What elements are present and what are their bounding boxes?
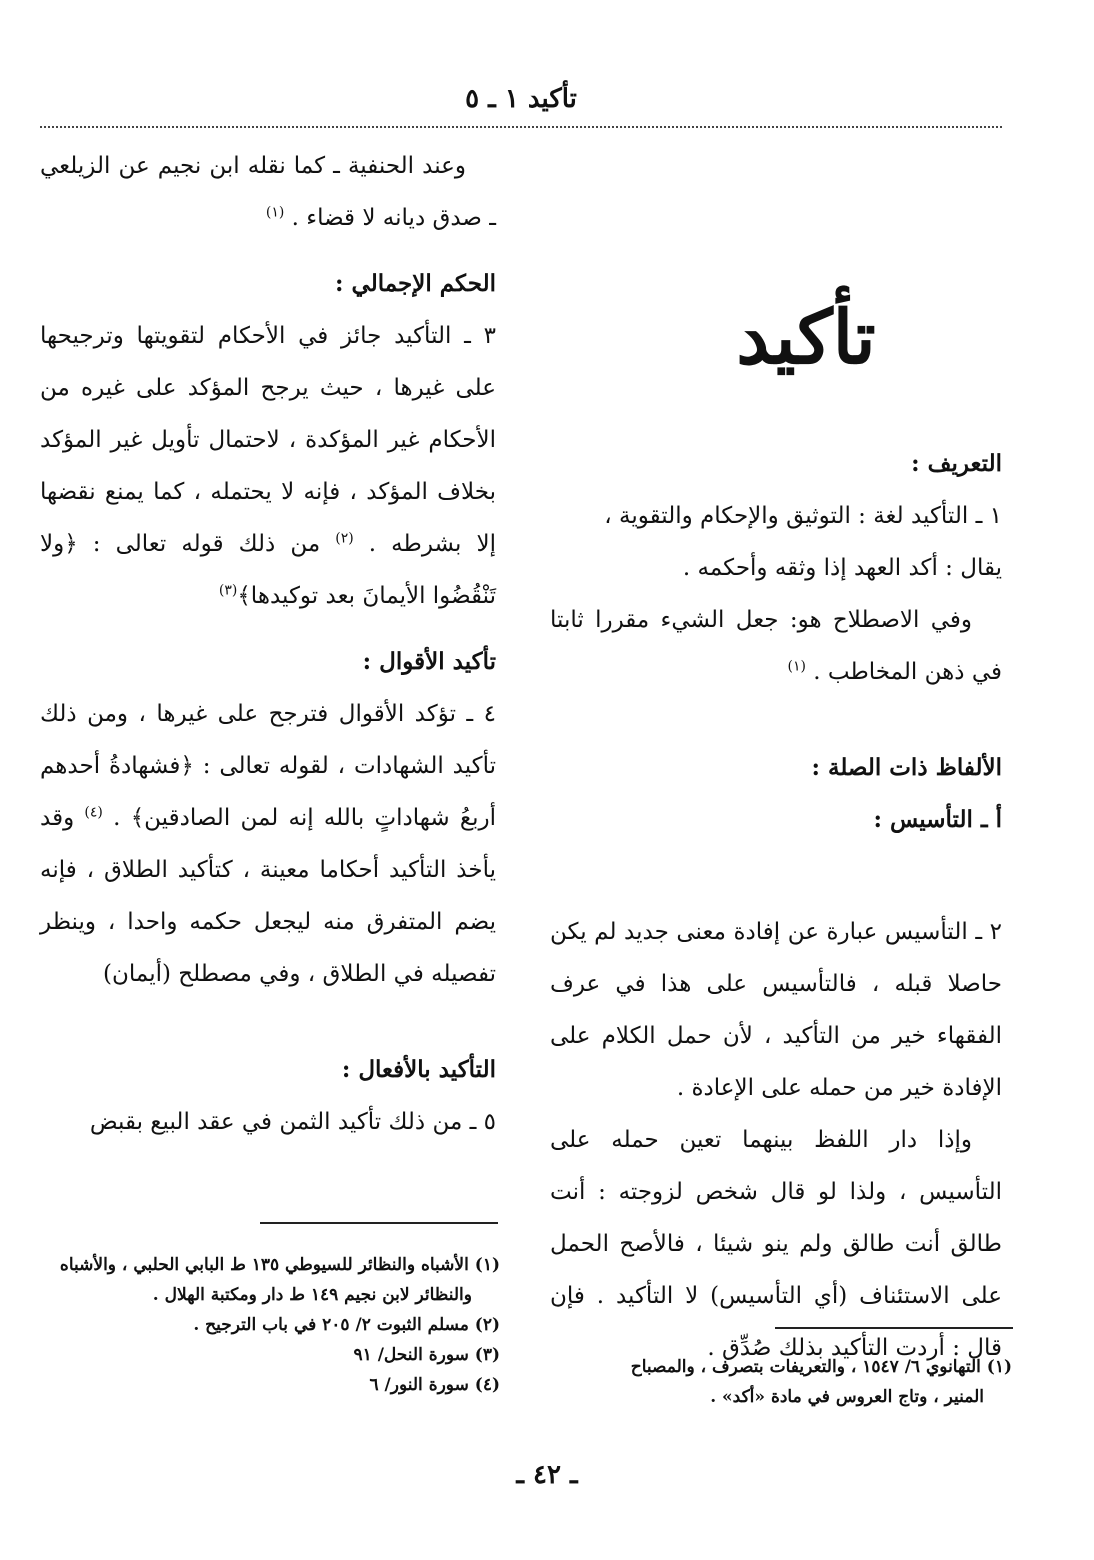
acts-heading: التأكيد بالأفعال :	[341, 1056, 496, 1083]
spacer	[550, 846, 1002, 906]
footnote-ref: (٢)	[335, 530, 354, 547]
general-ruling-verse: من ذلك قوله تعالى : ﴿ولا تَنْقُضُوا الأيمانَ بعد توكيدها﴾	[40, 531, 496, 609]
sayings-text: ٤ ـ تؤكد الأقوال فترجح على غيرها ، ومن ذلك تأكيد الشهادات ، لقوله تعالى : ﴿فشهادةُ أحدهم أربعُ شهاداتٍ بالله إنه لمن الصادقين﴾ .	[40, 701, 497, 831]
footnote-ref: (٤)	[84, 804, 103, 821]
footnote-left-3: (٣) سورة النحل/ ٩١	[353, 1345, 500, 1365]
general-ruling-heading: الحكم الإجمالي :	[335, 270, 496, 297]
tasis-subheading: أ ـ التأسيس :	[873, 806, 1002, 833]
footnotes-left	[40, 1250, 500, 1400]
header-dotted-rule	[40, 126, 1002, 128]
footnote-text: (١) الأشباه والنظائر للسيوطي ١٣٥ ط البابي الحلبي ، والأشباه	[59, 1255, 500, 1275]
right-column	[550, 130, 1002, 1374]
footnote-text: المنير ، وتاج العروس في مادة «أكد» .	[710, 1387, 984, 1407]
footnote-right-1	[550, 1352, 1012, 1412]
spacer	[40, 244, 496, 258]
definition-paragraph-line2: يقال : أكد العهد إذا وثقه وأحكمه .	[682, 555, 1002, 581]
sayings-heading: تأكيد الأقوال :	[362, 648, 496, 675]
footnote-ref: (١)	[265, 204, 285, 221]
technical-definition-text: وفي الاصطلاح هو: جعل الشيء مقررا ثابتا في ذهن المخاطب .	[550, 607, 1002, 685]
sayings-paragraph	[40, 688, 496, 1000]
footnotes-right	[550, 1352, 1012, 1412]
left-column	[40, 140, 496, 1148]
hanafi-paragraph	[40, 140, 496, 244]
general-ruling-paragraph	[40, 310, 496, 622]
hanafi-text: وعند الحنفية ـ كما نقله ابن نجيم عن الزيلعي ـ صدق ديانه لا قضاء .	[40, 153, 496, 231]
spacer	[40, 622, 496, 636]
footnote-ref: (٣)	[218, 582, 238, 599]
tasis-paragraph: ٢ ـ التأسيس عبارة عن إفادة معنى جديد لم يكن حاصلا قبله ، فالتأسيس على هذا في عرف الفقهاء خير من التأكيد ، لأن حمل الكلام على الإفادة خير من حمله على الإعادة .	[550, 919, 1002, 1101]
technical-definition-paragraph	[550, 594, 1002, 698]
footnote-left-1	[40, 1250, 500, 1310]
entry-title: تأكيد	[736, 295, 876, 381]
related-terms-heading: الألفاظ ذات الصلة :	[811, 754, 1002, 781]
tasis-example-paragraph: وإذا دار اللفظ بينهما تعين حمله على التأسيس ، ولذا لو قال شخص لزوجته : أنت طالق أنت طالق ولم ينو شيئا ، فالأصح الحمل على الاستئناف (أي التأسيس) لا التأكيد . فإن قال : أردت التأكيد بذلك صُدِّق .	[550, 1127, 1002, 1361]
general-ruling-text: ٣ ـ التأكيد جائز في الأحكام لتقويتها وترجيحها على غيرها ، حيث يرجح المؤكد على غيره من الأحكام غير المؤكدة ، لاحتمال تأويل غير المؤكد بخلاف المؤكد ، فإنه لا يحتمله ، كما يمنع نقضها إلا بشرطه .	[40, 323, 497, 557]
spacer	[40, 1000, 496, 1044]
footnote-text: والنظائر لابن نجيم ١٤٩ ط دار ومكتبة الهلال .	[152, 1285, 472, 1305]
definition-paragraph-line1: ١ ـ التأكيد لغة : التوثيق والإحكام والتقوية ،	[604, 503, 1002, 529]
sayings-text-continued: وقد يأخذ التأكيد أحكاما معينة ، كتأكيد الطلاق ، فإنه يضم المتفرق منه ليجعل حكمه واحدا ، وينظر تفصيله في الطلاق ، وفي مصطلح (أيمان)	[40, 805, 496, 987]
spacer	[550, 698, 1002, 742]
definition-heading: التعريف :	[911, 450, 1002, 477]
footnote-left-2: (٢) مسلم الثبوت ٢/ ٢٠٥ في باب الترجيح .	[193, 1315, 500, 1335]
footnote-text: (١) التهانوي ٦/ ١٥٤٧ ، والتعريفات بتصرف ، والمصباح	[630, 1357, 1012, 1377]
footnote-ref: (١)	[787, 658, 806, 675]
running-header: تأكيد ١ ـ ٥	[465, 84, 577, 114]
page-number: ـ ٤٢ ـ	[516, 1460, 578, 1490]
footnote-left-4: (٤) سورة النور/ ٦	[369, 1375, 500, 1395]
acts-paragraph: ٥ ـ من ذلك تأكيد الثمن في عقد البيع بقبض	[89, 1109, 496, 1135]
footnote-rule-left	[260, 1222, 498, 1224]
footnote-rule-right	[775, 1327, 1013, 1329]
